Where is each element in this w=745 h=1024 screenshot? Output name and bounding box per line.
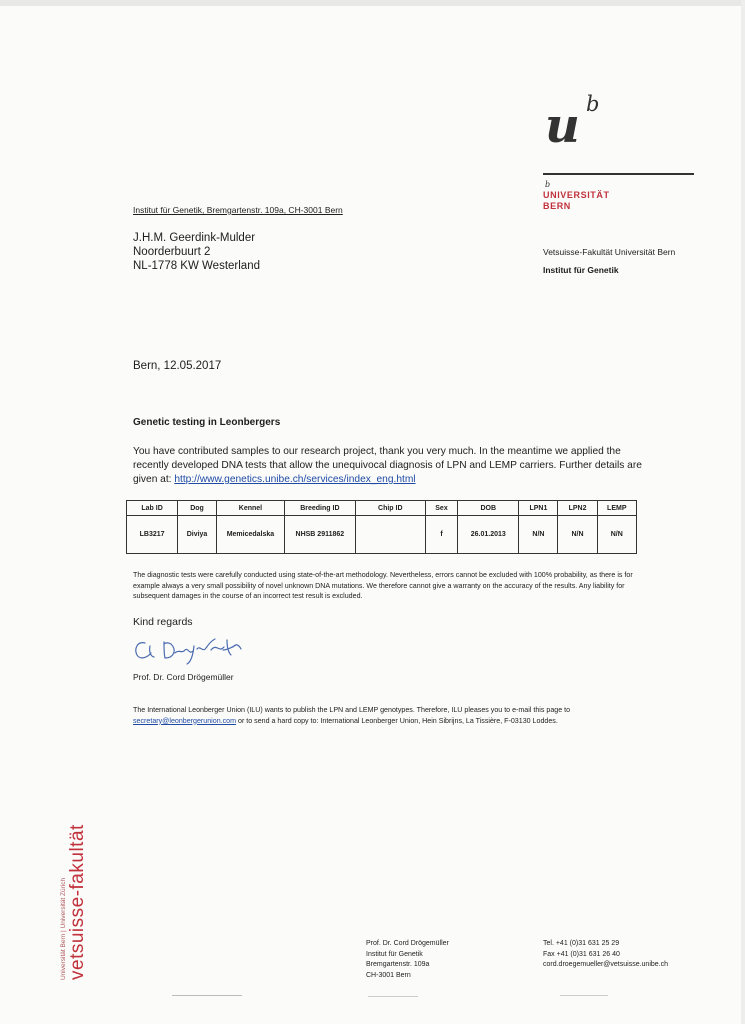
column-header: Kennel (216, 501, 284, 516)
ilu-email-link[interactable]: secretary@leonbergerunion.com (133, 716, 237, 725)
column-header: Dog (178, 501, 217, 516)
letter-body (133, 445, 653, 487)
cell-breeding-id: NHSB 2911862 (285, 516, 356, 554)
cell-lpn1: N/N (519, 516, 558, 554)
cell-dob: 26.01.2013 (458, 516, 519, 554)
vetsuisse-side-branding (60, 824, 89, 980)
disclaimer: The diagnostic tests were carefully conducted using state-of-the-art methodology. Nevertheless, errors cannot be excluded with 100% probability, as there is for example always a very small possibility of novel unknown DNA mutations. We therefore cannot give a warranty on the accuracy of the results. Any liability for subsequent damages in the course of an incorrect test result is excluded. (133, 571, 633, 600)
logo-divider (543, 173, 694, 175)
cell-lab-id: LB3217 (127, 516, 178, 554)
cell-lpn2: N/N (558, 516, 597, 554)
footer-address (366, 939, 449, 981)
cell-chip-id (355, 516, 425, 554)
university-city: BERN (543, 201, 571, 211)
side-branding-faculty: vetsuisse-fakultät (67, 824, 88, 980)
column-header: Sex (425, 501, 457, 516)
recipient-city: NL-1778 KW Westerland (133, 260, 260, 272)
cell-dog: Diviya (178, 516, 217, 554)
footer-rule (368, 996, 418, 997)
university-name (543, 190, 610, 212)
column-header: LEMP (597, 501, 636, 516)
column-header: Chip ID (355, 501, 425, 516)
letter-date: Bern, 12.05.2017 (133, 360, 222, 372)
ilu-notice (133, 705, 653, 726)
column-header: DOB (458, 501, 519, 516)
scan-edge-right (741, 0, 745, 1024)
column-header: LPN1 (519, 501, 558, 516)
cell-kennel: Memicedalska (216, 516, 284, 554)
scan-edge-top (0, 0, 745, 6)
closing: Kind regards (133, 616, 193, 628)
letter-subject: Genetic testing in Leonbergers (133, 417, 281, 428)
results-table (126, 500, 637, 554)
column-header: Breeding ID (285, 501, 356, 516)
ilu-text-after: or to send a hard copy to: International Leonberger Union, Hein Sibrijns, La Tissière, F-03130 Loddes. (236, 716, 558, 725)
recipient-address (133, 231, 260, 273)
footer-phone: Tel. +41 (0)31 631 25 29 (543, 940, 620, 947)
column-header: Lab ID (127, 501, 178, 516)
cell-lemp: N/N (597, 516, 636, 554)
column-header: LPN2 (558, 501, 597, 516)
logo-small-b: b (545, 180, 551, 189)
footer-fax: Fax +41 (0)31 631 26 40 (543, 950, 620, 958)
body-text: You have contributed samples to our research project, thank you very much. In the meantime we applied the recently developed DNA tests that allow the unequivocal diagnosis of LPN and LEMP carriers. Further details are given at: (133, 446, 642, 485)
university-label: UNIVERSITÄT (543, 190, 610, 200)
sender-return-address: Institut für Genetik, Bremgartenstr. 109a, CH-3001 Bern (133, 205, 343, 215)
cell-sex: f (425, 516, 457, 554)
footer-line: CH-3001 Bern (366, 971, 411, 979)
footer-line: Prof. Dr. Cord Drögemüller (366, 940, 449, 947)
ilu-text: The International Leonberger Union (ILU) wants to publish the LPN and LEMP genotypes. Therefore, ILU pleases you to e-mail this page to (133, 706, 571, 714)
footer-rule (172, 995, 242, 996)
footer-line: Bremgartenstr. 109a (366, 961, 430, 968)
handwritten-signature (131, 633, 246, 667)
footer-contact (543, 939, 668, 971)
unibe-logo-u: u (545, 98, 579, 154)
footer-line: Institut für Genetik (366, 950, 423, 958)
side-branding-universities: Universität Bern | Universität Zürich (60, 877, 67, 980)
unibe-logo-b: b (586, 92, 600, 116)
genetics-link[interactable]: http://www.genetics.unibe.ch/services/index_eng.html (174, 474, 416, 485)
table-row (127, 516, 637, 554)
footer-email: cord.droegemueller@vetsuisse.unibe.ch (543, 961, 669, 968)
footer-rule (560, 995, 608, 996)
signer-name: Prof. Dr. Cord Drögemüller (133, 672, 234, 682)
faculty-name: Vetsuisse-Fakultät Universität Bern (543, 247, 676, 257)
institute-name: Institut für Genetik (543, 265, 619, 275)
recipient-street: Noorderbuurt 2 (133, 246, 211, 258)
recipient-name: J.H.M. Geerdink-Mulder (133, 232, 256, 244)
table-header-row (127, 501, 637, 516)
faculty-block (543, 243, 675, 279)
